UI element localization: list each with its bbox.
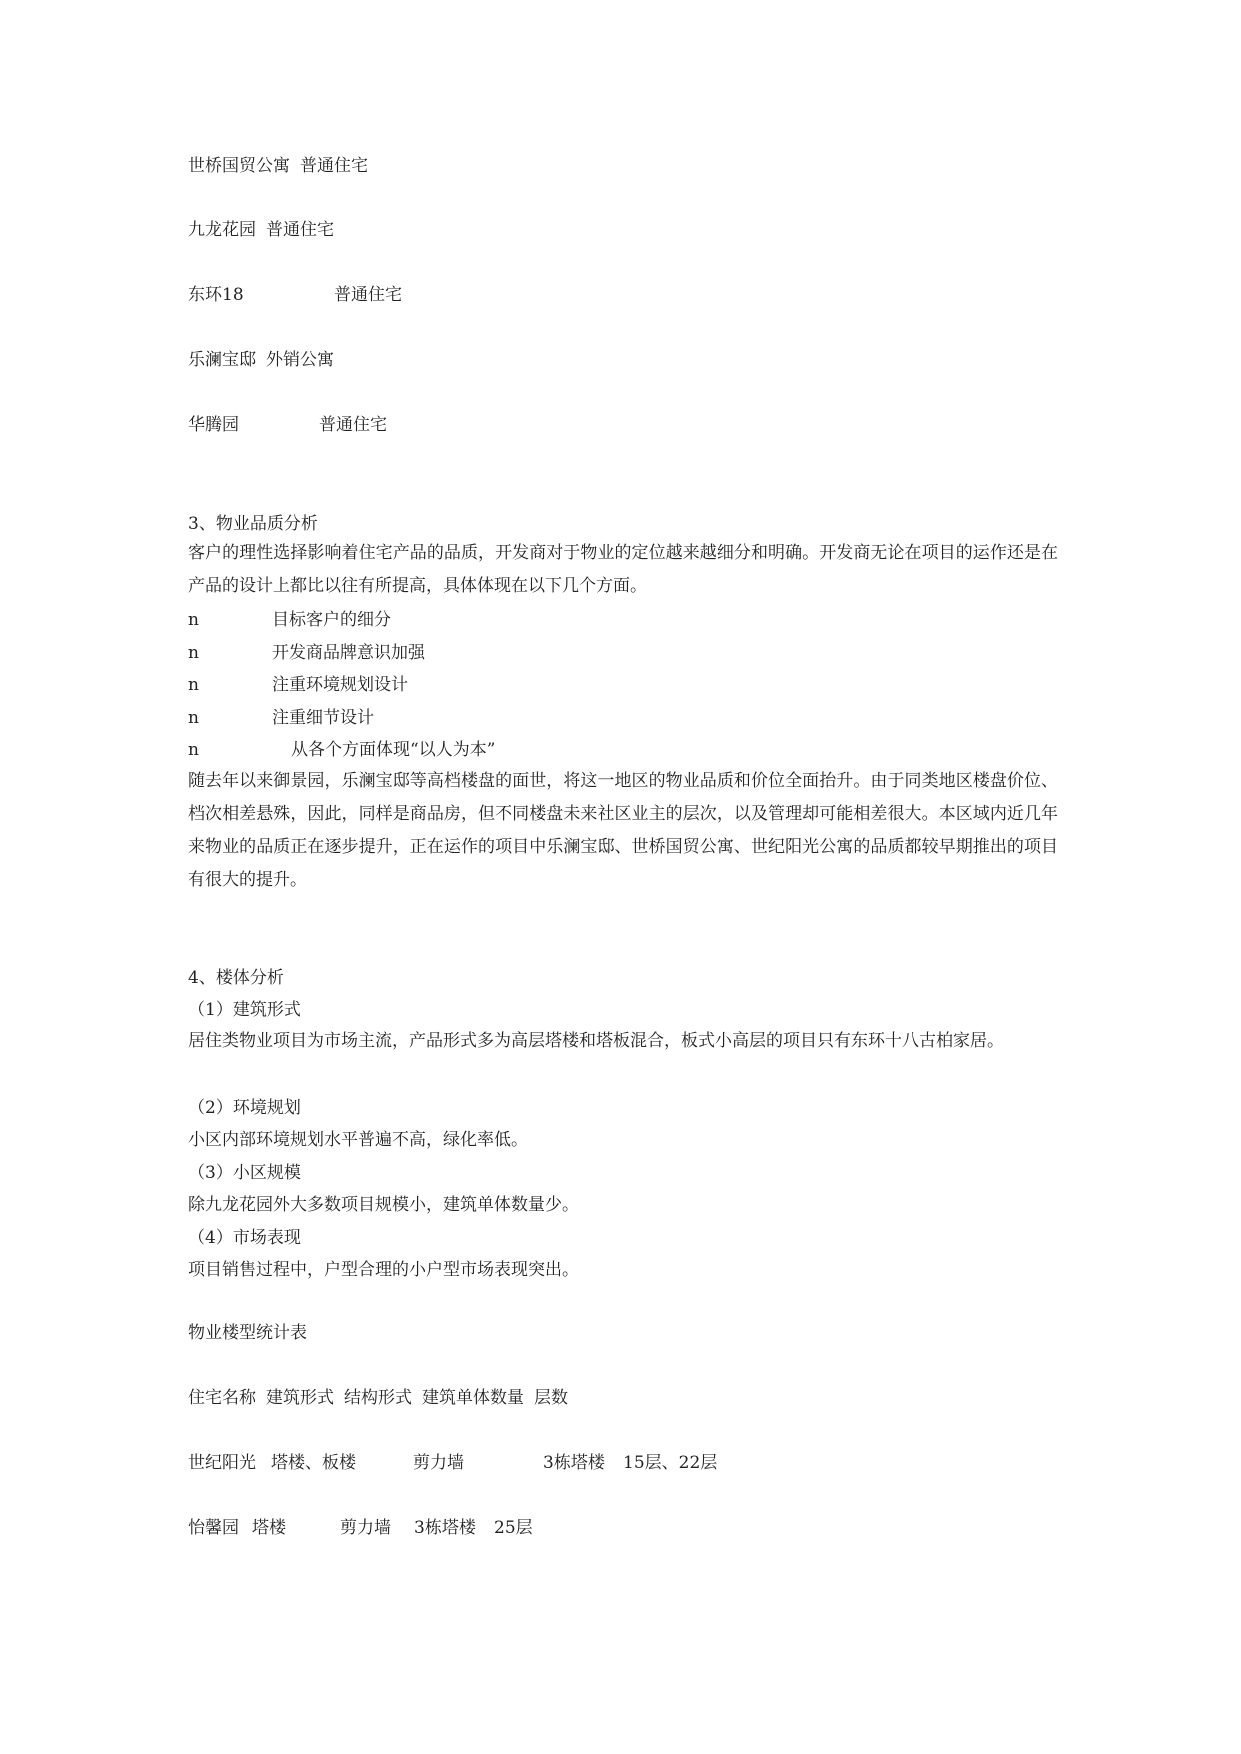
table-cell-name: 世纪阳光 (188, 1453, 256, 1473)
section-body: 随去年以来御景园，乐澜宝邸等高档楼盘的面世，将这一地区的物业品质和价位全面抬升。由于同类地区楼盘价位、档次相差悬殊，因此，同样是商品房，但不同楼盘未来社区业主的层次，以及管理却可能相差很大。本区域内近几年来物业的品质正在逐步提升，正在运作的项目中乐澜宝邸、世桥国贸公寓、世纪阳光公寓的品质都较早期推出的项目有很大的提升。 (188, 771, 1058, 890)
bullet-text: 注重细节设计 (272, 708, 374, 728)
subsection-title: （4）市场表现 (188, 1228, 301, 1248)
subsection-title: （3）小区规模 (188, 1163, 301, 1183)
property-name: 乐澜宝邸 (188, 350, 256, 370)
bullet-marker: n (188, 740, 199, 760)
property-row (188, 158, 368, 175)
bullet-text: 开发商品牌意识加强 (272, 643, 425, 663)
property-type: 普通住宅 (266, 220, 334, 240)
subsection-text: 小区内部环境规划水平普遍不高，绿化率低。 (188, 1130, 528, 1150)
subsection-title: （2）环境规划 (188, 1098, 301, 1118)
table-header-cell: 建筑形式 (266, 1388, 334, 1408)
section-intro: 客户的理性选择影响着住宅产品的品质，开发商对于物业的定位越来越细分和明确。开发商无论在项目的运作还是在产品的设计上都比以往有所提高，具体体现在以下几个方面。 (188, 543, 1058, 596)
property-name: 世桥国贸公寓 (188, 156, 290, 176)
property-type: 外销公寓 (266, 350, 334, 370)
bullet-marker: n (188, 675, 199, 695)
table-header-cell: 住宅名称 (188, 1388, 256, 1408)
table-title: 物业楼型统计表 (188, 1323, 307, 1343)
property-name: 九龙花园 (188, 220, 256, 240)
table-cell-structure: 剪力墙 (340, 1518, 391, 1538)
table-cell-floors: 25层 (494, 1518, 533, 1538)
table-cell-form: 塔楼、板楼 (271, 1453, 356, 1473)
bullet-text: 从各个方面体现“以人为本” (291, 740, 496, 760)
table-cell-structure: 剪力墙 (413, 1453, 464, 1473)
table-cell-name: 怡馨园 (188, 1518, 239, 1538)
property-row (188, 222, 334, 239)
table-header-row (188, 1390, 568, 1407)
bullet-marker: n (188, 610, 199, 630)
table-cell-count: 3栋塔楼 (543, 1453, 605, 1473)
section-heading: 3、物业品质分析 (188, 514, 318, 534)
subsection-text: 项目销售过程中，户型合理的小户型市场表现突出。 (188, 1260, 579, 1280)
bullet-marker: n (188, 708, 199, 728)
property-name: 华腾园 (188, 415, 239, 435)
table-header-cell: 层数 (534, 1388, 568, 1408)
property-type: 普通住宅 (334, 285, 402, 305)
subsection-title: （1）建筑形式 (188, 1000, 301, 1020)
property-row (188, 352, 334, 369)
property-type: 普通住宅 (300, 156, 368, 176)
table-header-cell: 结构形式 (344, 1388, 412, 1408)
table-cell-floors: 15层、22层 (623, 1453, 718, 1473)
table-header-cell: 建筑单体数量 (422, 1388, 524, 1408)
bullet-text: 目标客户的细分 (272, 610, 391, 630)
table-cell-form: 塔楼 (252, 1518, 286, 1538)
bullet-text: 注重环境规划设计 (272, 675, 408, 695)
subsection-text: 除九龙花园外大多数项目规模小，建筑单体数量少。 (188, 1195, 579, 1215)
subsection-text: 居住类物业项目为市场主流，产品形式多为高层塔楼和塔板混合，板式小高层的项目只有东环十八古柏家居。 (188, 1031, 1004, 1051)
property-name: 东环18 (188, 285, 244, 305)
bullet-marker: n (188, 643, 199, 663)
property-type: 普通住宅 (319, 415, 387, 435)
section-heading: 4、楼体分析 (188, 968, 284, 988)
table-cell-count: 3栋塔楼 (414, 1518, 476, 1538)
